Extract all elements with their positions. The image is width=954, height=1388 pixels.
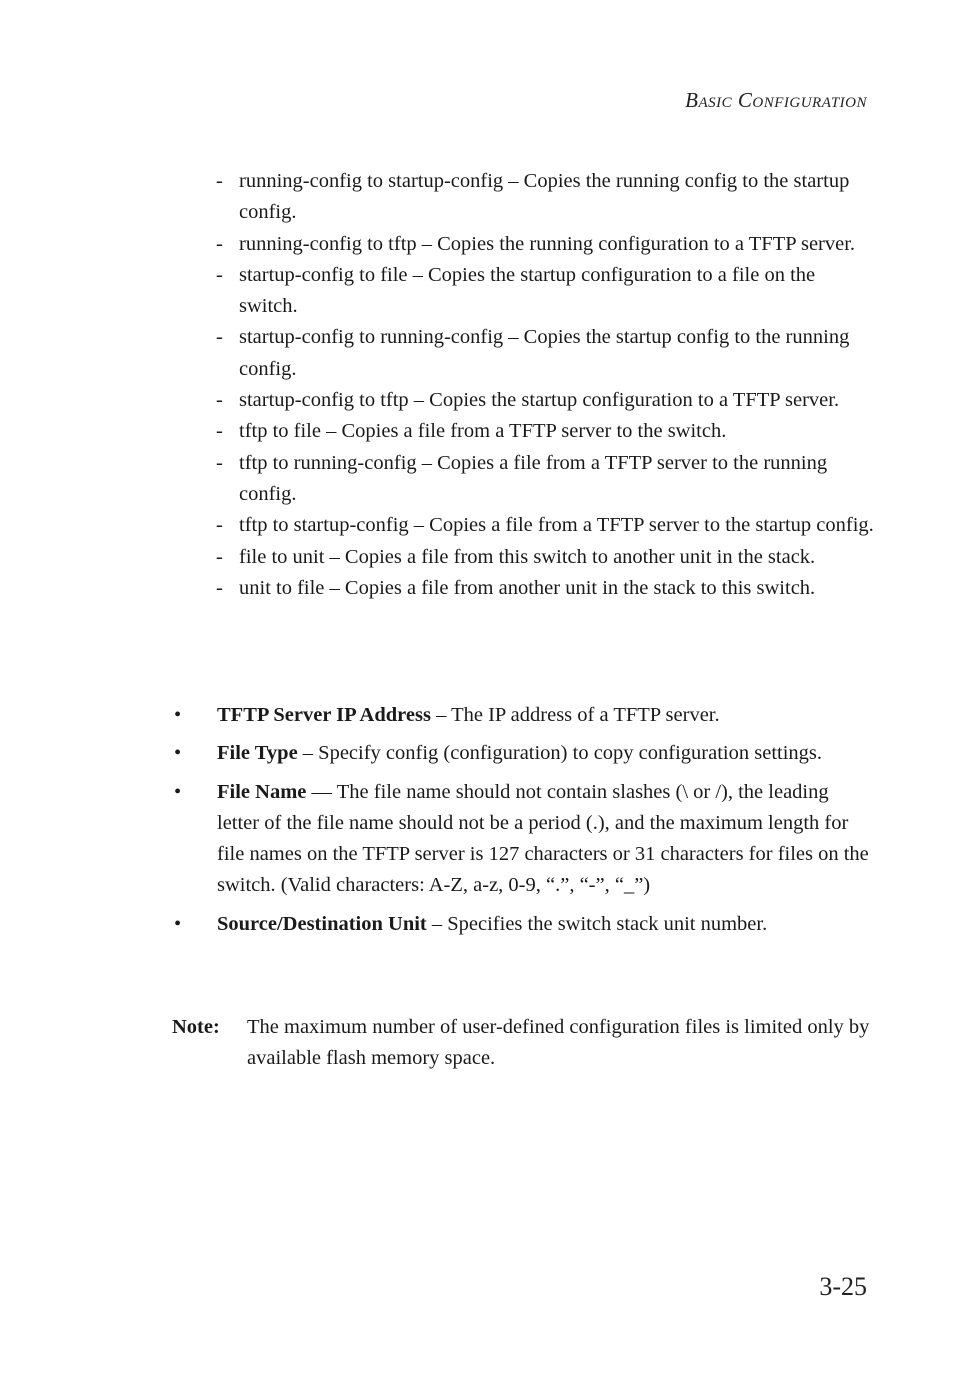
list-item-text: running-config to tftp – Copies the running configuration to a TFTP server.	[239, 232, 856, 255]
field-file-type	[172, 738, 872, 769]
dash-marker: -	[216, 326, 223, 349]
bullet-marker: •	[174, 780, 182, 803]
field-source-destination-unit	[172, 909, 872, 940]
list-item	[216, 448, 876, 511]
dash-marker: -	[216, 232, 223, 255]
list-item	[216, 542, 876, 573]
list-item	[216, 573, 876, 604]
field-description: — The file name should not contain slashes (\ or /), the leading letter of the file name should not be a period (.), and the maximum length for file names on the TFTP server is 127 characters or 31 characters for files on the switch. (Valid characters: A-Z, a-z, 0-9, “.”, “-”, “_”)	[217, 780, 869, 897]
dash-marker: -	[216, 389, 223, 412]
list-item	[216, 385, 876, 416]
list-item-text: tftp to file – Copies a file from a TFTP server to the switch.	[239, 420, 727, 443]
field-tftp-server-ip	[172, 700, 872, 731]
dash-marker: -	[216, 451, 223, 474]
list-item	[216, 229, 876, 260]
copy-options-list	[216, 166, 876, 604]
field-description: – The IP address of a TFTP server.	[430, 704, 720, 726]
field-description: – Specifies the switch stack unit number.	[426, 912, 768, 935]
page-number: 3-25	[819, 1272, 867, 1301]
dash-marker: -	[216, 514, 223, 537]
list-item	[216, 322, 876, 385]
bullet-marker: •	[174, 742, 182, 765]
field-term: Source/Destination Unit	[217, 912, 427, 935]
list-item	[216, 166, 876, 229]
field-description: – Specify config (configuration) to copy configuration settings.	[297, 742, 823, 765]
field-term: TFTP Server IP Address	[217, 704, 431, 726]
dash-marker: -	[216, 263, 223, 286]
list-item-text: tftp to startup-config – Copies a file from a TFTP server to the startup config.	[239, 514, 874, 537]
field-descriptions-list	[172, 700, 872, 947]
list-item-text: startup-config to tftp – Copies the startup configuration to a TFTP server.	[239, 389, 840, 412]
list-item-text: startup-config to running-config – Copies the startup config to the running config.	[239, 326, 850, 380]
list-item-text: startup-config to file – Copies the startup configuration to a file on the switch.	[239, 263, 816, 318]
list-item-text: tftp to running-config – Copies a file from a TFTP server to the running config.	[239, 451, 828, 505]
list-item-text: file to unit – Copies a file from this switch to another unit in the stack.	[239, 545, 816, 568]
running-header: Basic Configuration	[685, 88, 867, 112]
dash-marker: -	[216, 576, 223, 599]
list-item	[216, 510, 876, 541]
field-term: File Name	[217, 780, 307, 803]
note-label: Note:	[172, 1016, 220, 1038]
note-text: The maximum number of user-defined configuration files is limited only by available flash memory space.	[247, 1016, 870, 1070]
dash-marker: -	[216, 170, 223, 192]
list-item	[216, 416, 876, 447]
list-item-text: unit to file – Copies a file from another unit in the stack to this switch.	[239, 576, 816, 599]
list-item	[216, 260, 876, 323]
note-block	[172, 1012, 872, 1075]
dash-marker: -	[216, 420, 223, 443]
dash-marker: -	[216, 545, 223, 568]
bullet-marker: •	[174, 912, 182, 935]
bullet-marker: •	[174, 704, 182, 726]
field-file-name	[172, 777, 872, 902]
list-item-text: running-config to startup-config – Copies the running config to the startup config.	[239, 170, 850, 224]
field-term: File Type	[217, 742, 298, 765]
